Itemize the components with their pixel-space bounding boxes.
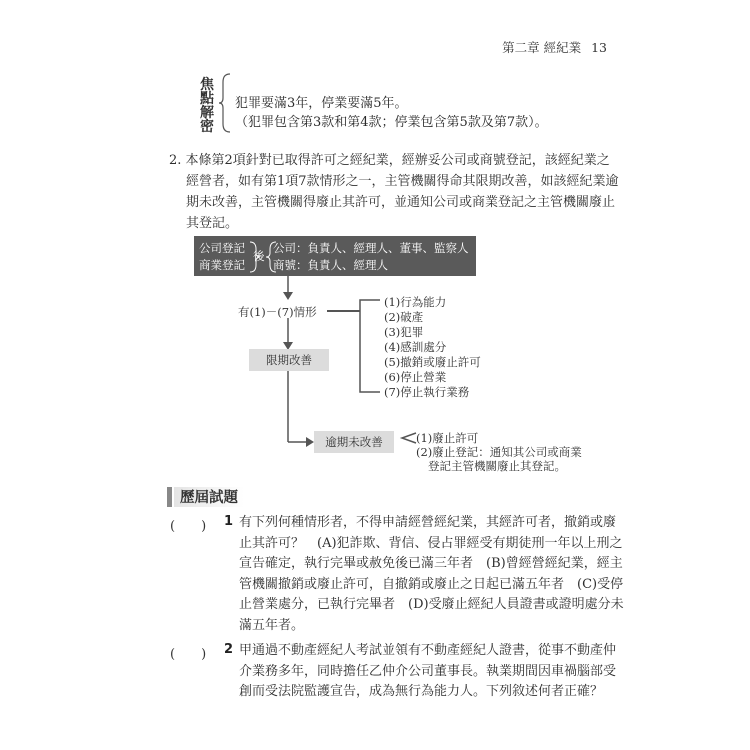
limit-improve-box: 限期改善 xyxy=(249,349,329,371)
paragraph-line: 經營者，如有第1項7款情形之一，主管機關得命其限期改善，如該經紀業逾 xyxy=(186,174,619,189)
chapter-title: 第二章 經紀業 xyxy=(502,40,582,55)
key-point-char: 解 xyxy=(200,105,214,121)
section-title: 歷屆試題 xyxy=(180,490,238,506)
condition-item: (2)破產 xyxy=(384,310,424,324)
question-text xyxy=(239,513,624,637)
key-point-label xyxy=(198,78,216,134)
section-bar xyxy=(167,487,172,507)
condition-item: (1)行為能力 xyxy=(384,295,447,309)
question-line: 甲通過不動產經紀人考試並領有不動產經紀人證書，從事不動產仲 xyxy=(239,643,617,658)
question-line: 創而受法院監護宣告，成為無行為能力人。下列敘述何者正確？ xyxy=(239,684,604,700)
answer-blank: ( ) xyxy=(170,519,207,534)
key-point-brace xyxy=(218,72,232,134)
question-line: 管機關撤銷或廢止許可，自撤銷或廢止之日起已滿五年者 (C)受停 xyxy=(239,576,624,592)
question-line: 滿五年者。 xyxy=(239,617,305,633)
condition-item: (4)感訓處分 xyxy=(384,340,447,354)
business-registration-label: 商業登記 xyxy=(199,258,245,272)
after-label: 後 xyxy=(253,249,265,263)
key-point-char: 密 xyxy=(200,119,214,135)
key-point-line-2: （犯罪包含第3款和第4款；停業包含第5款及第7款）。 xyxy=(235,115,548,130)
page-header xyxy=(496,38,607,56)
page-number: 13 xyxy=(591,40,607,55)
condition-item: (6)停止營業 xyxy=(384,370,447,384)
paragraph-line: 其登記。 xyxy=(186,216,239,231)
result-item: (2)廢止登記：通知其公司或商業 xyxy=(416,445,582,459)
key-point-char: 點 xyxy=(200,91,214,107)
question-line: 有下列何種情形者，不得申請經營經紀業，其經許可者，撤銷或廢 xyxy=(239,515,617,530)
result-item: (1)廢止許可 xyxy=(416,431,479,445)
paragraph-line: 2. 本條第2項針對已取得許可之經紀業，經辦妥公司或商號登記，該經紀業之 xyxy=(169,153,610,168)
question-number: 1 xyxy=(224,514,234,529)
condition-item: (5)撤銷或廢止許可 xyxy=(384,355,481,369)
question-line: 宣告確定，執行完畢或赦免後已滿三年者 (B)曾經營經紀業，經主 xyxy=(239,556,623,572)
company-registration-label: 公司登記 xyxy=(199,241,245,255)
body-paragraph xyxy=(169,150,619,234)
past-exam-section xyxy=(167,484,612,510)
condition-item: (3)犯罪 xyxy=(384,325,424,339)
question-line: 介業務多年，同時擔任乙仲介公司董事長。執業期間因車禍腦部受 xyxy=(239,663,617,679)
business-roles: 商號：負責人、經理人 xyxy=(273,258,388,272)
condition-label: 有(1)－(7)情形 xyxy=(238,305,317,319)
question-line: 止營業處分，已執行完畢者 (D)受廢止經紀人員證書或證明處分未 xyxy=(239,597,624,613)
registration-brace xyxy=(248,240,278,274)
key-point-char: 焦 xyxy=(200,77,214,93)
overdue-box: 逾期未改善 xyxy=(314,431,394,453)
company-roles: 公司：負責人、經理人、董事、監察人 xyxy=(273,241,469,255)
answer-blank: ( ) xyxy=(170,647,207,662)
paragraph-line: 期未改善，主管機關得廢止其許可，並通知公司或商業登記之主管機關廢止 xyxy=(186,195,616,210)
key-point-line-1: 犯罪要滿3年，停業要滿5年。 xyxy=(235,96,408,111)
question-number: 2 xyxy=(224,642,234,657)
result-item: 登記主管機關廢止其登記。 xyxy=(428,459,566,473)
question-line: 止其許可？ (A)犯詐欺、背信、侵占罪經受有期徒刑一年以上刑之 xyxy=(239,535,623,551)
question-text xyxy=(239,641,616,703)
condition-item: (7)停止執行業務 xyxy=(384,385,470,399)
